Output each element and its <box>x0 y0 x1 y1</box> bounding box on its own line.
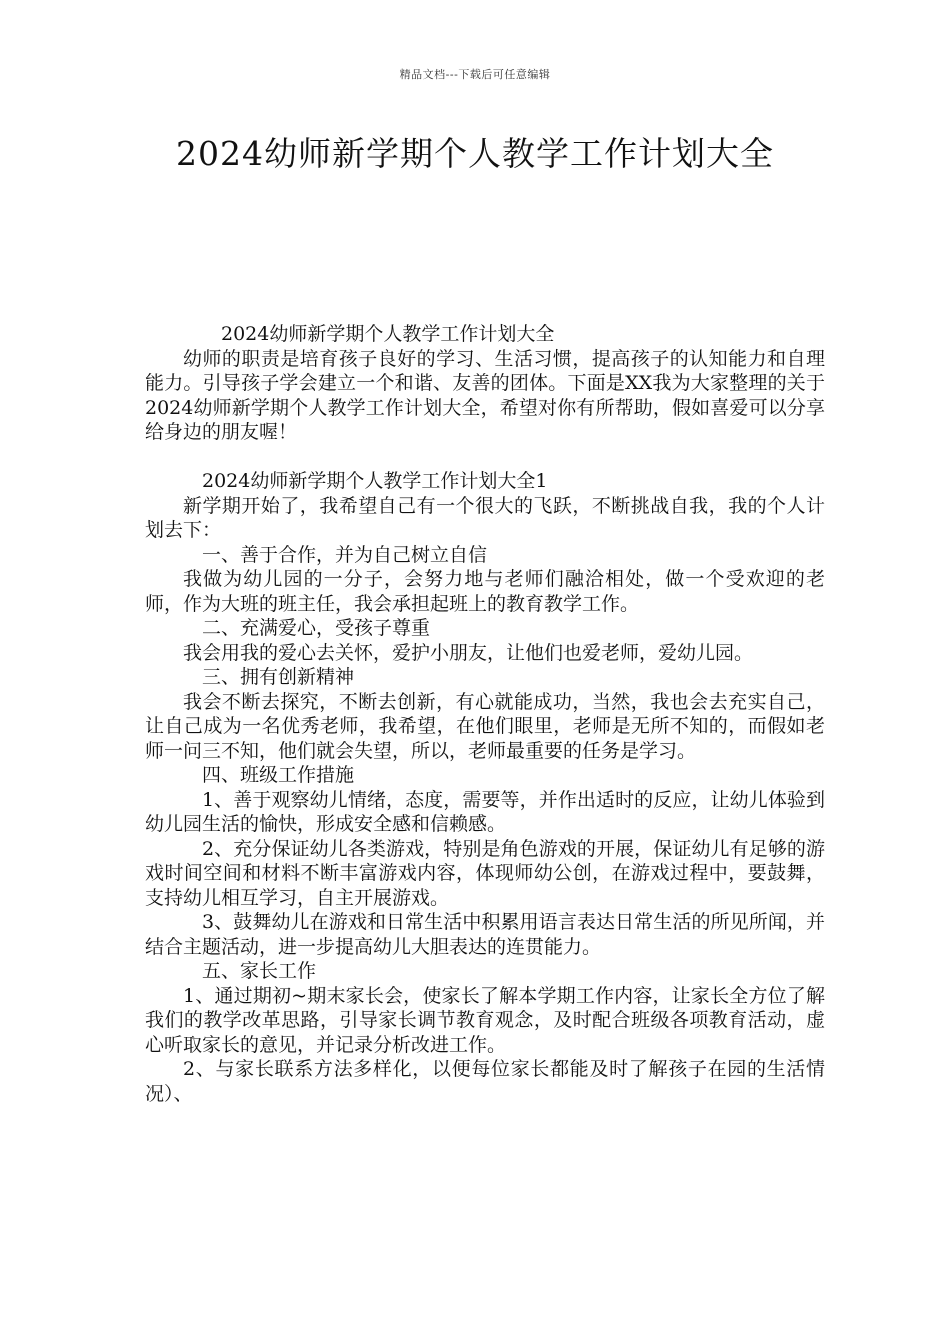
paragraph-3: 我会不断去探究，不断去创新，有心就能成功，当然，我也会去充实自己，让自己成为一名优秀老师，我希望，在他们眼里，老师是无所不知的，而假如老师一问三不知，他们就会失望，所以，老师最重要的任务是学习。 <box>145 690 825 762</box>
intro-paragraph: 幼师的职责是培育孩子良好的学习、生活习惯，提高孩子的认知能力和自理能力。引导孩子学会建立一个和谐、友善的团体。下面是XX我为大家整理的关于2024幼师新学期个人教学工作计划大全，希望对你有所帮助，假如喜爱可以分享给身边的朋友喔！ <box>145 347 825 443</box>
paragraph-1: 我做为幼儿园的一分子，会努力地与老师们融洽相处，做一个受欢迎的老师，作为大班的班主任，我会承担起班上的教育教学工作。 <box>145 568 825 615</box>
section-title: 2024幼师新学期个人教学工作计划大全1 <box>202 470 548 492</box>
paragraph-4-1: 1、善于观察幼儿情绪，态度，需要等，并作出适时的反应，让幼儿体验到幼儿园生活的愉快，形成安全感和信赖感。 <box>145 788 825 835</box>
heading-4: 四、班级工作措施 <box>202 764 355 786</box>
document-body <box>145 322 825 1106</box>
heading-2: 二、充满爱心，受孩子尊重 <box>202 617 431 639</box>
opening-paragraph: 新学期开始了，我希望自己有一个很大的飞跃，不断挑战自我，我的个人计划去下： <box>145 494 825 541</box>
document-subtitle: 2024幼师新学期个人教学工作计划大全 <box>221 323 555 345</box>
paragraph-4-2: 2、充分保证幼儿各类游戏，特别是角色游戏的开展，保证幼儿有足够的游戏时间空间和材料不断丰富游戏内容，体现师幼公创，在游戏过程中，要鼓舞，支持幼儿相互学习，自主开展游戏。 <box>145 837 825 909</box>
paragraph-5-2: 2、与家长联系方法多样化，以便每位家长都能及时了解孩子在园的生活情况）、 <box>145 1058 825 1105</box>
page-title: 2024幼师新学期个人教学工作计划大全 <box>176 134 774 173</box>
paragraph-5-1: 1、通过期初~期末家长会，使家长了解本学期工作内容，让家长全方位了解我们的教学改革思路，引导家长调节教育观念，及时配合班级各项教育活动，虚心听取家长的意见，并记录分析改进工作。 <box>145 984 825 1056</box>
heading-1: 一、善于合作，并为自己树立自信 <box>202 543 488 566</box>
heading-3: 三、拥有创新精神 <box>202 666 355 688</box>
blank-line <box>145 445 825 470</box>
paragraph-2: 我会用我的爱心去关怀，爱护小朋友，让他们也爱老师，爱幼儿园。 <box>183 641 754 664</box>
header-note: 精品文档---下载后可任意编辑 <box>399 68 551 81</box>
heading-5: 五、家长工作 <box>202 960 317 982</box>
paragraph-4-3: 3、鼓舞幼儿在游戏和日常生活中积累用语言表达日常生活的所见所闻，并结合主题活动，进一步提高幼儿大胆表达的连贯能力。 <box>145 911 825 958</box>
